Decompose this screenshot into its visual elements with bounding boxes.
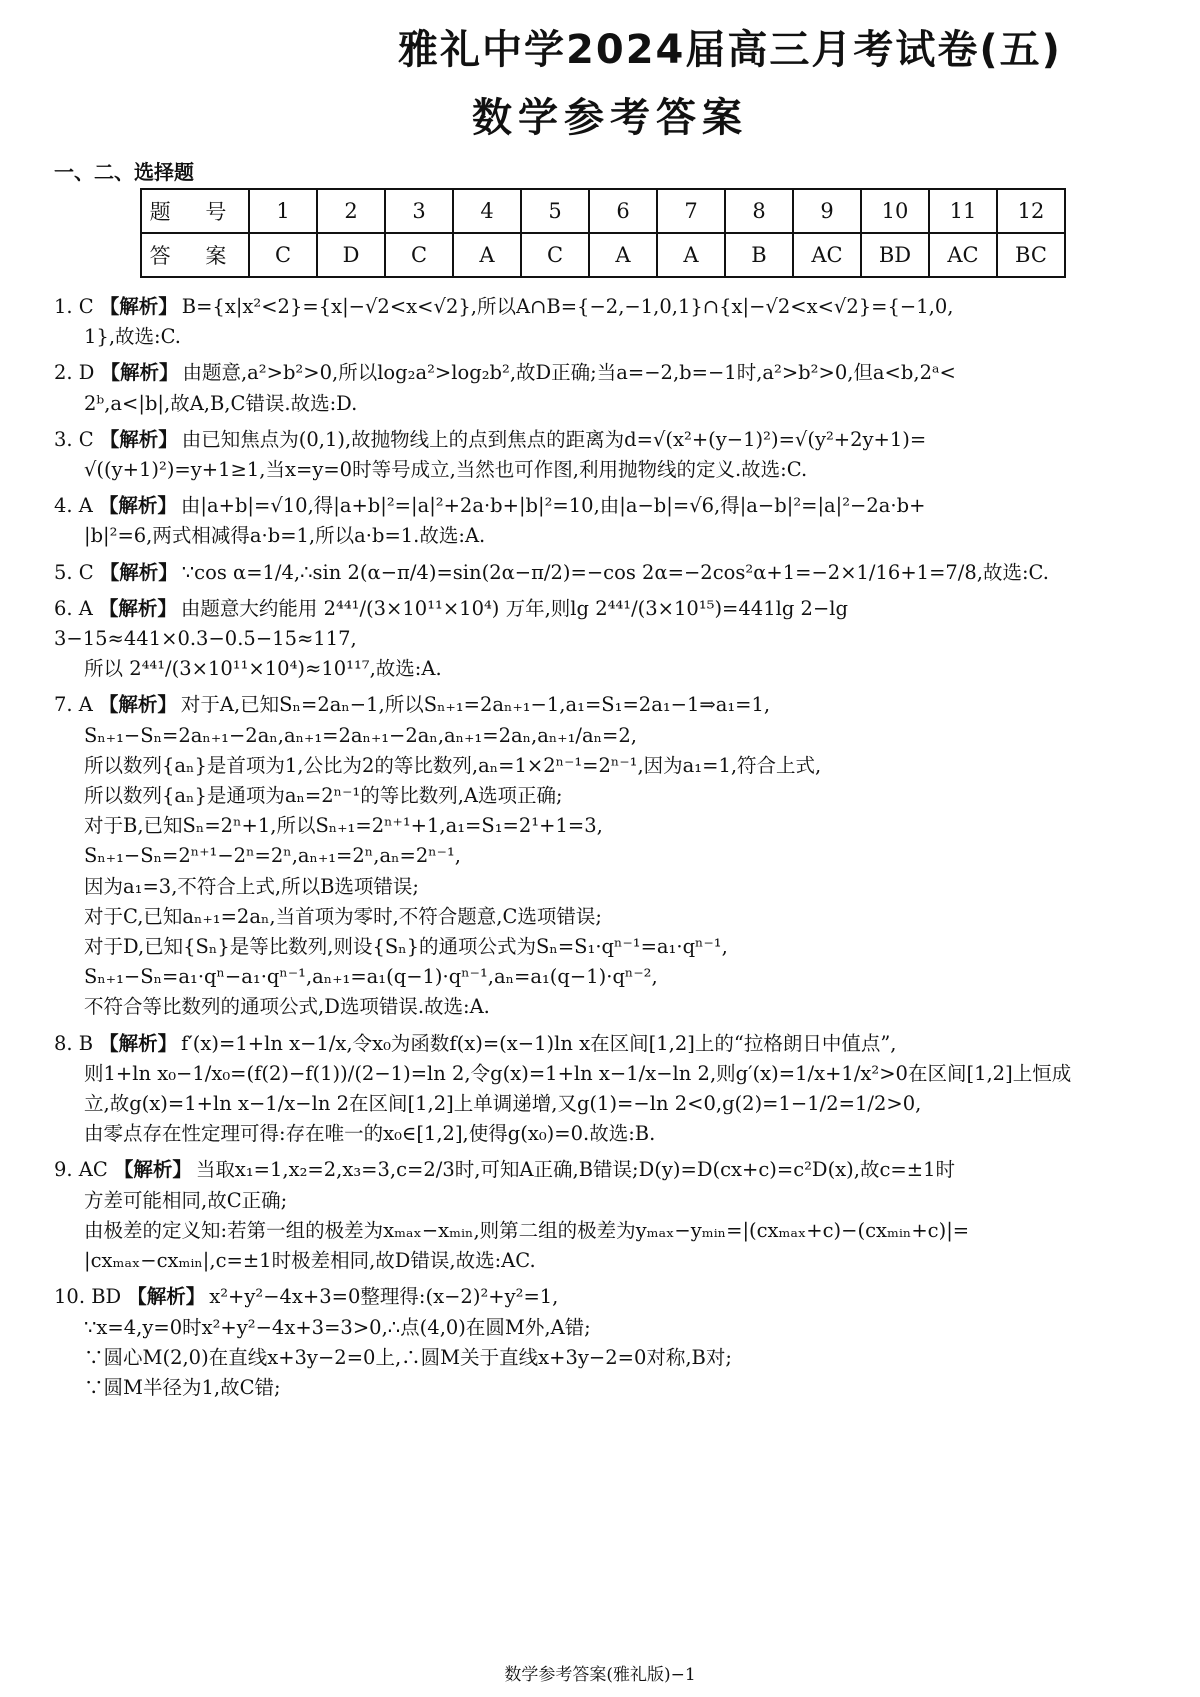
question-number: 3	[385, 189, 453, 233]
question-number: 5	[521, 189, 589, 233]
question-number: 7	[657, 189, 725, 233]
solution-line	[54, 1155, 1154, 1185]
solution-text: 对于D,已知{Sₙ}是等比数列,则设{Sₙ}的通项公式为Sₙ=S₁·qⁿ⁻¹=a₁·qⁿ⁻¹,	[84, 935, 728, 959]
analysis-label: 【解析】	[127, 1285, 206, 1309]
solution-item	[54, 690, 1154, 1022]
question-number: 12	[997, 189, 1065, 233]
solution-number: 1. C	[54, 295, 94, 318]
solution-line	[54, 1089, 1154, 1119]
solution-line	[54, 358, 1154, 388]
solution-line	[54, 781, 1154, 811]
solution-line	[54, 1343, 1154, 1373]
solution-line	[54, 1282, 1154, 1312]
solution-item	[54, 594, 1154, 685]
question-number: 9	[793, 189, 861, 233]
solution-line	[54, 1246, 1154, 1276]
solution-text: f′(x)=1+ln x−1/x,令x₀为函数f(x)=(x−1)ln x在区间[1,2]上的“拉格朗日中值点”,	[181, 1031, 897, 1055]
solution-text: B={x|x²<2}={x|−√2<x<√2},所以A∩B={−2,−1,0,1}∩{x|−√2<x<√2}={−1,0,	[181, 295, 954, 318]
solution-line	[54, 425, 1154, 455]
answer-cell: C	[249, 233, 317, 277]
analysis-label: 【解析】	[99, 427, 178, 451]
solution-line	[54, 902, 1154, 932]
answer-table	[140, 188, 1066, 278]
solution-number: 6. A	[54, 596, 93, 620]
solution-line	[54, 1059, 1154, 1089]
page-subtitle: 数学参考答案	[472, 95, 748, 141]
solution-item	[54, 1155, 1154, 1276]
solution-line	[54, 1313, 1154, 1343]
solution-text: Sₙ₊₁−Sₙ=2aₙ₊₁−2aₙ,aₙ₊₁=2aₙ₊₁−2aₙ,aₙ₊₁=2aₙ,aₙ₊₁/aₙ=2,	[84, 723, 637, 747]
solution-text: |cxₘₐₓ−cxₘᵢₙ|,c=±1时极差相同,故D错误,故选:AC.	[84, 1249, 536, 1273]
solution-number: 8. B	[54, 1031, 94, 1055]
solution-text: 则1+ln x₀−1/x₀=(f(2)−f(1))/(2−1)=ln 2,令g(x)=1+ln x−1/x−ln 2,则g′(x)=1/x+1/x²>0在区间[1,2]上恒成	[84, 1061, 1072, 1085]
solution-text: x²+y²−4x+3=0整理得:(x−2)²+y²=1,	[209, 1285, 559, 1309]
analysis-label: 【解析】	[98, 596, 177, 620]
answer-cell: B	[725, 233, 793, 277]
question-number: 11	[929, 189, 997, 233]
solution-text: 由题意,a²>b²>0,所以log₂a²>log₂b²,故D正确;当a=−2,b=−1时,a²>b²>0,但a<b,2ᵃ<	[182, 361, 956, 385]
solution-line	[54, 1216, 1154, 1246]
solution-text: 所以数列{aₙ}是首项为1,公比为2的等比数列,aₙ=1×2ⁿ⁻¹=2ⁿ⁻¹,因为a₁=1,符合上式,	[84, 753, 822, 777]
solution-number: 4. A	[54, 494, 93, 518]
analysis-label: 【解析】	[99, 1031, 178, 1055]
solution-number: 9. AC	[54, 1158, 108, 1182]
solution-text: 立,故g(x)=1+ln x−1/x−ln 2在区间[1,2]上单调递增,又g(1)=−ln 2<0,g(2)=1−1/2=1/2>0,	[84, 1092, 922, 1116]
question-number: 8	[725, 189, 793, 233]
solution-text: ∵x=4,y=0时x²+y²−4x+3=3>0,∴点(4,0)在圆M外,A错;	[84, 1315, 591, 1339]
analysis-label: 【解析】	[100, 361, 179, 385]
analysis-label: 【解析】	[99, 560, 178, 584]
answer-row	[141, 233, 1065, 277]
solution-line	[54, 654, 1154, 684]
solution-number: 3. C	[54, 427, 94, 451]
solution-text: 由零点存在性定理可得:存在唯一的x₀∈[1,2],使得g(x₀)=0.故选:B.	[84, 1122, 656, 1146]
solution-line	[54, 292, 1154, 322]
solution-line	[54, 1029, 1154, 1059]
row-label-answer: 答 案	[141, 233, 249, 277]
solution-text: 对于C,已知aₙ₊₁=2aₙ,当首项为零时,不符合题意,C选项错误;	[84, 904, 602, 928]
solution-line	[54, 322, 1154, 352]
page-title: 雅礼中学2024届高三月考试卷(五)	[398, 27, 1062, 73]
row-label-number: 题 号	[141, 189, 249, 233]
solution-item	[54, 425, 1154, 485]
solution-text: 由题意大约能用 2⁴⁴¹/(3×10¹¹×10⁴) 万年,则lg 2⁴⁴¹/(3×10¹⁵)=441lg 2−lg 3−15≈441×0.3−0.5−15≈117,	[54, 596, 849, 651]
solution-line	[54, 558, 1154, 588]
solution-text: 所以数列{aₙ}是通项为aₙ=2ⁿ⁻¹的等比数列,A选项正确;	[84, 784, 563, 808]
solution-text: 不符合等比数列的通项公式,D选项错误.故选:A.	[84, 995, 490, 1019]
solution-item	[54, 292, 1154, 352]
solution-line	[54, 594, 1154, 654]
answer-cell: A	[657, 233, 725, 277]
solution-number: 5. C	[54, 560, 94, 584]
solution-line	[54, 491, 1154, 521]
solution-text: ∵圆M半径为1,故C错;	[84, 1375, 281, 1399]
answer-cell: A	[453, 233, 521, 277]
solution-text: 由已知焦点为(0,1),故抛物线上的点到焦点的距离为d=√(x²+(y−1)²)=√(y²+2y+1)=	[181, 427, 927, 451]
answer-cell: C	[385, 233, 453, 277]
solution-item	[54, 1282, 1154, 1403]
solution-text: √((y+1)²)=y+1≥1,当x=y=0时等号成立,当然也可作图,利用抛物线的定义.故选:C.	[84, 458, 808, 482]
question-number: 4	[453, 189, 521, 233]
analysis-label: 【解析】	[113, 1158, 192, 1182]
answer-cell: D	[317, 233, 385, 277]
solution-line	[54, 721, 1154, 751]
solution-line	[54, 1373, 1154, 1403]
solution-line	[54, 992, 1154, 1022]
solution-item	[54, 558, 1154, 588]
page-footer: 数学参考答案(雅礼版)−1	[504, 1665, 696, 1685]
solution-text: Sₙ₊₁−Sₙ=2ⁿ⁺¹−2ⁿ=2ⁿ,aₙ₊₁=2ⁿ,aₙ=2ⁿ⁻¹,	[84, 844, 461, 868]
solution-text: 方差可能相同,故C正确;	[84, 1188, 288, 1212]
question-number-row	[141, 189, 1065, 233]
solution-line	[54, 455, 1154, 485]
question-number: 6	[589, 189, 657, 233]
solution-text: 由极差的定义知:若第一组的极差为xₘₐₓ−xₘᵢₙ,则第二组的极差为yₘₐₓ−yₘᵢₙ=|(cxₘₐₓ+c)−(cxₘᵢₙ+c)|=	[84, 1218, 970, 1242]
solution-line	[54, 811, 1154, 841]
solution-text: 所以 2⁴⁴¹/(3×10¹¹×10⁴)≈10¹¹⁷,故选:A.	[84, 657, 442, 681]
solution-item	[54, 491, 1154, 551]
answer-cell: BC	[997, 233, 1065, 277]
solution-text: ∵cos α=1/4,∴sin 2(α−π/4)=sin(2α−π/2)=−cos 2α=−2cos²α+1=−2×1/16+1=7/8,故选:C.	[181, 560, 1049, 584]
solution-line	[54, 1186, 1154, 1216]
question-number: 2	[317, 189, 385, 233]
answer-cell: AC	[793, 233, 861, 277]
solution-line	[54, 751, 1154, 781]
solution-line	[54, 1119, 1154, 1149]
solution-text: 对于A,已知Sₙ=2aₙ−1,所以Sₙ₊₁=2aₙ₊₁−1,a₁=S₁=2a₁−1⇒a₁=1,	[180, 693, 771, 717]
solution-line	[54, 690, 1154, 720]
solution-text: 由|a+b|=√10,得|a+b|²=|a|²+2a·b+|b|²=10,由|a−b|=√6,得|a−b|²=|a|²−2a·b+	[180, 494, 926, 518]
solution-number: 2. D	[54, 361, 95, 385]
solution-number: 7. A	[54, 693, 93, 717]
solution-text: Sₙ₊₁−Sₙ=a₁·qⁿ−a₁·qⁿ⁻¹,aₙ₊₁=a₁(q−1)·qⁿ⁻¹,aₙ=a₁(q−1)·qⁿ⁻²,	[84, 965, 658, 989]
solution-line	[54, 521, 1154, 551]
solution-item	[54, 358, 1154, 418]
solution-line	[54, 932, 1154, 962]
solution-text: 对于B,已知Sₙ=2ⁿ+1,所以Sₙ₊₁=2ⁿ⁺¹+1,a₁=S₁=2¹+1=3,	[84, 814, 603, 838]
question-number: 1	[249, 189, 317, 233]
solution-line	[54, 962, 1154, 992]
solution-text: 因为a₁=3,不符合上式,所以B选项错误;	[84, 874, 419, 898]
analysis-label: 【解析】	[98, 494, 177, 518]
answer-cell: A	[589, 233, 657, 277]
solution-text: 当取x₁=1,x₂=2,x₃=3,c=2/3时,可知A正确,B错误;D(y)=D(cx+c)=c²D(x),故c=±1时	[195, 1158, 955, 1182]
solutions-list	[54, 292, 1154, 1409]
answer-cell: BD	[861, 233, 929, 277]
answer-cell: C	[521, 233, 589, 277]
analysis-label: 【解析】	[98, 693, 177, 717]
solution-text: ∵圆心M(2,0)在直线x+3y−2=0上,∴圆M关于直线x+3y−2=0对称,B对;	[84, 1345, 732, 1369]
solution-text: 1},故选:C.	[84, 325, 182, 349]
solution-item	[54, 1029, 1154, 1150]
analysis-label: 【解析】	[99, 295, 178, 318]
solution-line	[54, 389, 1154, 419]
answer-cell: AC	[929, 233, 997, 277]
section-heading: 一、二、选择题	[54, 160, 194, 184]
question-number: 10	[861, 189, 929, 233]
solution-text: |b|²=6,两式相减得a·b=1,所以a·b=1.故选:A.	[84, 524, 486, 548]
solution-line	[54, 872, 1154, 902]
solution-text: 2ᵇ,a<|b|,故A,B,C错误.故选:D.	[84, 391, 358, 415]
solution-number: 10. BD	[54, 1285, 122, 1309]
solution-line	[54, 841, 1154, 871]
